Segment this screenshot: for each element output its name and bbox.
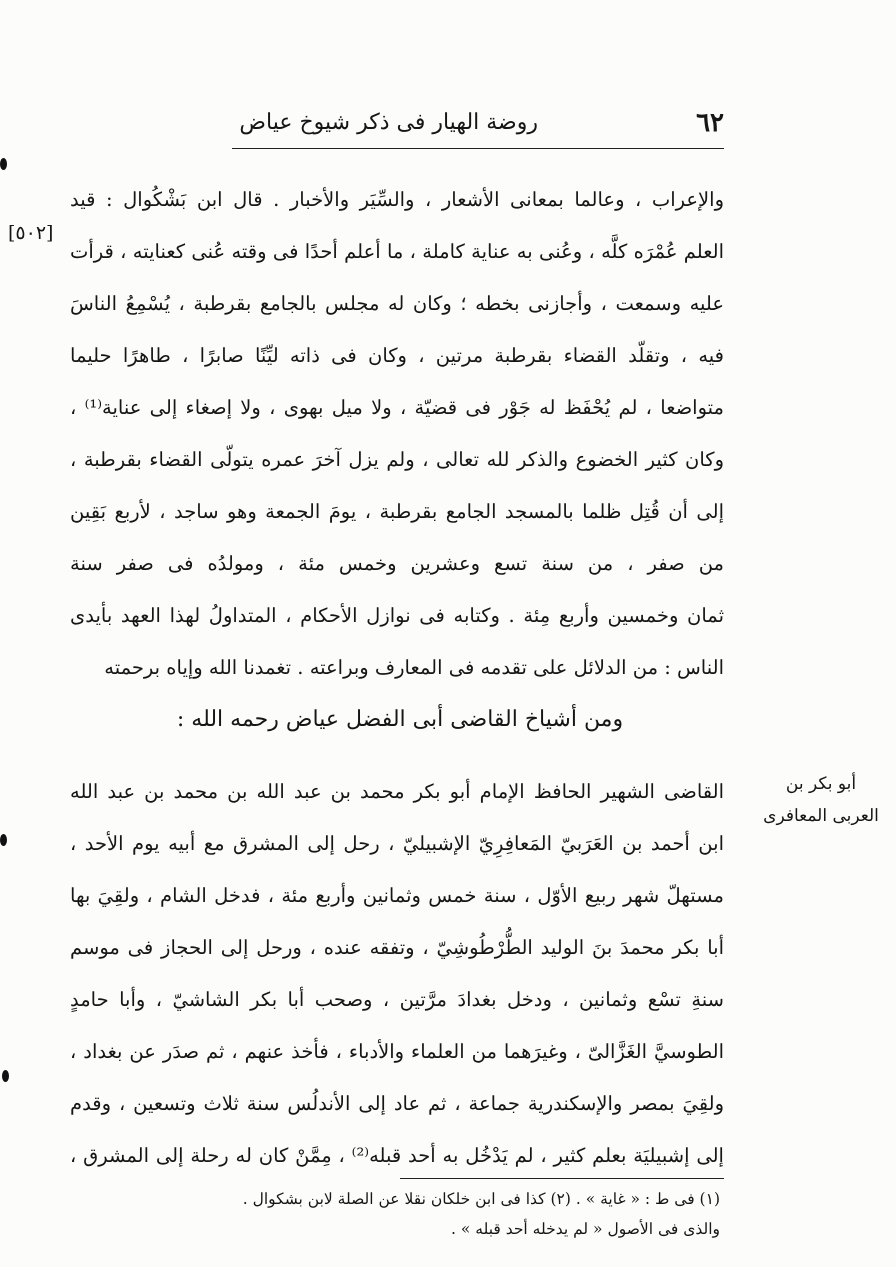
margin-note xyxy=(746,768,896,832)
text-line: عليه وسمعت ، وأجازنى بخطه ؛ وكان له مجلس بالجامع بقرطبة ، يُسْمِعُ الناسَ xyxy=(70,292,724,315)
text-line: القاضى الشهير الحافظ الإمام أبو بكر محمد بن عبد الله بن محمد بن عبد الله xyxy=(70,780,724,803)
running-title: روضة الهيار فى ذكر شيوخ عياض xyxy=(239,110,538,135)
header-rule xyxy=(232,148,724,149)
text-line: فيه ، وتقلّد القضاء بقرطبة مرتين ، وكان فى ذاته ليِّنًا صابرًا ، طاهرًا حليما xyxy=(70,344,724,367)
footnote-line: والذى فى الأصول « لم يدخله أحد قبله » . xyxy=(451,1220,720,1238)
text-line: إلى أن قُتِل ظلما بالمسجد الجامع بقرطبة ، يومَ الجمعة وهو ساجد ، لأربع بَقِين xyxy=(70,500,724,523)
text-line: أبا بكر محمدَ بنَ الوليد الطُّرْطُوشِيّ ، وتفقه عنده ، ورحل إلى الحجاز فى موسم xyxy=(70,936,724,959)
main-text-block xyxy=(70,174,724,694)
text-line: وكان كثير الخضوع والذكر لله تعالى ، ولم يزل آخرَ عمره يتولّى القضاء بقرطبة ، xyxy=(70,448,724,471)
text-line: متواضعا ، لم يُحْفَظ له جَوْر فى قضيّة ، ولا ميل بهوى ، ولا إصغاء إلى عناية⁽¹⁾ ، xyxy=(70,396,724,419)
ink-blot xyxy=(0,834,7,846)
text-line: الناس : من الدلائل على تقدمه فى المعارف وبراعته . تغمدنا الله وإياه برحمته xyxy=(104,656,724,679)
text-line: ثمان وخمسين وأربع مِئة . وكتابه فى نوازل الأحكام ، المتداولُ لهذا العهد بأيدى xyxy=(70,604,724,627)
footnotes xyxy=(70,1184,720,1244)
page-header xyxy=(232,104,724,144)
page-number: ٦٢ xyxy=(696,108,724,138)
margin-note-line: العربى المعافرى xyxy=(763,806,879,826)
text-line: الطوسيَّ الغَزَّالىّ ، وغيرَهما من العلماء والأدباء ، فأخذ عنهم ، ثم صدَر عن بغداد ، xyxy=(70,1040,724,1063)
ink-blot xyxy=(2,1070,9,1082)
text-line: إلى إشبيليَة بعلم كثير ، لم يَدْخُل به أحد قبله⁽²⁾ ، مِمَّنْ كان له رحلة إلى المشرق ، xyxy=(70,1144,724,1167)
margin-page-reference: [٥٠٢] xyxy=(8,222,54,244)
margin-note-line: أبو بكر بن xyxy=(785,774,857,794)
footnote-line: (١) فى ط : « غاية » . (٢) كذا فى ابن خلكان نقلا عن الصلة لابن بشكوال . xyxy=(242,1190,720,1208)
text-line: العلم عُمْرَه كلَّه ، وعُنى به عناية كاملة ، ما أعلم أحدًا فى وقته عُنى كعنايته ، قرأت xyxy=(70,240,724,263)
footnote-rule xyxy=(400,1178,724,1179)
text-line: سنةِ تسْع وثمانين ، ودخل بغدادَ مرَّتين ، وصحب أبا بكر الشاشيّ ، وأبا حامدٍ xyxy=(70,988,724,1011)
text-line: من صفر ، من سنة تسع وعشرين وخمس مئة ، ومولدُه فى صفر سنة xyxy=(70,552,724,575)
ink-blot xyxy=(0,158,7,170)
text-line: مستهلّ شهر ربيع الأوّل ، سنة خمس وثمانين وأربع مئة ، فدخل الشام ، ولقِيَ بها xyxy=(70,884,724,907)
text-line: والإعراب ، وعالما بمعانى الأشعار ، والسِّيَر والأخبار . قال ابن بَشْكُوال : قيد xyxy=(70,188,724,211)
text-line: ابن أحمد بن العَرَبيّ المَعافِرِيّ الإشبيليّ ، رحل إلى المشرق مع أبيه يوم الأحد ، xyxy=(70,832,724,855)
section-heading: ومن أشياخ القاضى أبى الفضل عياض رحمه الله : xyxy=(176,707,624,732)
text-line: ولقِيَ بمصر والإسكندرية جماعة ، ثم عاد إلى الأندلُس سنة ثلاث وتسعين ، وقدم xyxy=(70,1092,724,1115)
biography-text-block xyxy=(70,766,724,1182)
